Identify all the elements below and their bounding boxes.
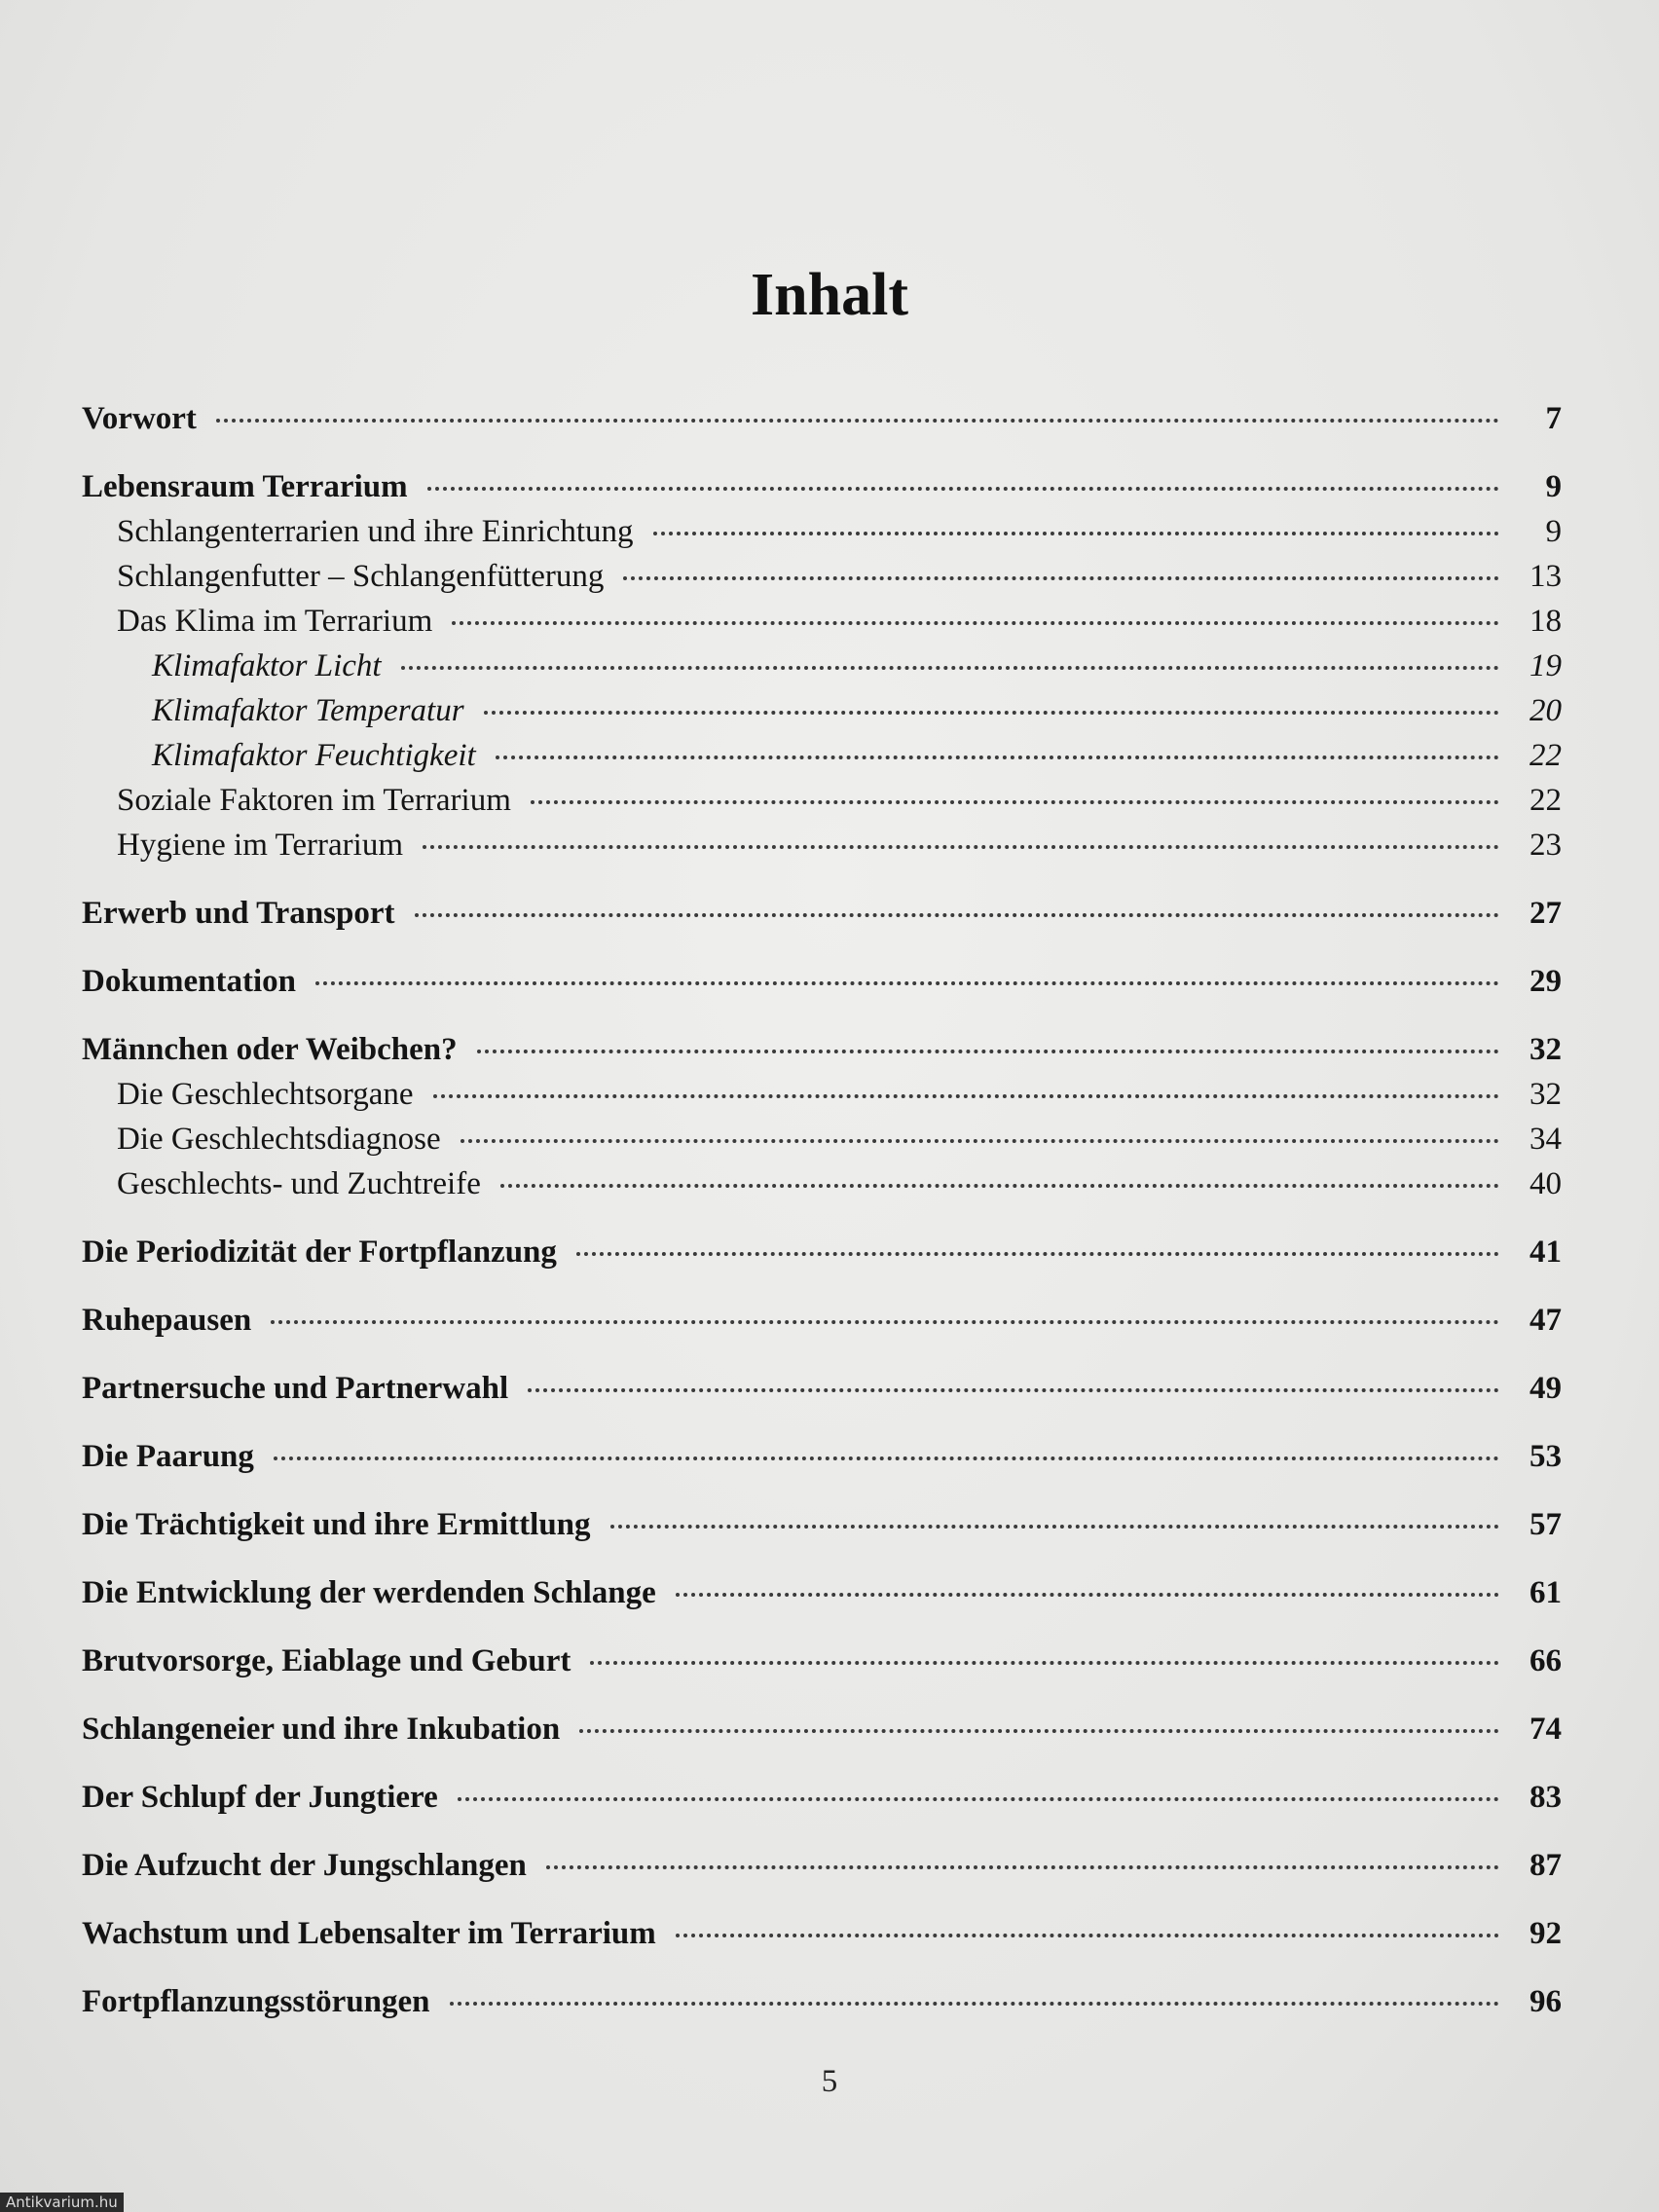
toc-entry-label: Wachstum und Lebensalter im Terrarium [82, 1916, 656, 1951]
toc-entry [82, 828, 1562, 872]
dot-leader [576, 1252, 1499, 1256]
section-gap [82, 1279, 1562, 1303]
page-title: Inhalt [751, 262, 908, 328]
toc-entry-label: Fortpflanzungsstörungen [82, 1984, 430, 2019]
dot-leader [500, 1184, 1499, 1188]
toc-entry [82, 964, 1562, 1009]
dot-leader [452, 621, 1499, 625]
toc-entry [82, 559, 1562, 604]
section-gap [82, 1620, 1562, 1643]
toc-entry-page: 32 [1530, 1032, 1562, 1067]
toc-entry [82, 1077, 1562, 1122]
toc-entry [82, 648, 1562, 693]
toc-entry-page: 34 [1530, 1122, 1562, 1157]
dot-leader [315, 981, 1499, 985]
toc-entry-page: 92 [1530, 1916, 1562, 1951]
section-gap [82, 1893, 1562, 1916]
toc-entry-page: 41 [1530, 1235, 1562, 1270]
toc-entry-label: Partnersuche und Partnerwahl [82, 1371, 509, 1406]
toc-entry [82, 738, 1562, 783]
dot-leader [477, 1050, 1499, 1053]
toc-entry [82, 1303, 1562, 1347]
toc-entry-page: 87 [1530, 1848, 1562, 1883]
toc-entry [82, 1712, 1562, 1756]
section-gap [82, 1961, 1562, 1984]
dot-leader [496, 756, 1499, 759]
toc-entry-page: 83 [1530, 1780, 1562, 1815]
toc-entry [82, 1166, 1562, 1211]
toc-entry [82, 1371, 1562, 1416]
toc-entry-page: 9 [1545, 469, 1562, 504]
dot-leader [546, 1865, 1499, 1869]
toc-entry [82, 604, 1562, 648]
dot-leader [401, 666, 1499, 670]
dot-leader [653, 532, 1499, 535]
toc-entry-label: Die Geschlechtsorgane [117, 1077, 414, 1112]
dot-leader [433, 1094, 1499, 1098]
toc-entry-page: 22 [1530, 783, 1562, 818]
toc-entry-page: 18 [1530, 604, 1562, 639]
toc-entry [82, 1122, 1562, 1166]
section-gap [82, 1825, 1562, 1848]
toc-entry [82, 783, 1562, 828]
dot-leader [610, 1525, 1499, 1529]
toc-entry-page: 40 [1530, 1166, 1562, 1201]
section-gap [82, 1688, 1562, 1712]
dot-leader [484, 711, 1499, 715]
toc-entry [82, 1235, 1562, 1279]
toc-entry [82, 1032, 1562, 1077]
toc-entry-label: Lebensraum Terrarium [82, 469, 408, 504]
toc-entry-label: Männchen oder Weibchen? [82, 1032, 458, 1067]
toc-entry-page: 22 [1530, 738, 1562, 773]
toc-entry-label: Geschlechts- und Zuchtreife [117, 1166, 481, 1201]
section-gap [82, 1009, 1562, 1032]
toc-entry [82, 693, 1562, 738]
dot-leader [450, 2002, 1499, 2006]
toc-entry-page: 53 [1530, 1439, 1562, 1474]
dot-leader [216, 419, 1499, 423]
toc-entry-page: 23 [1530, 828, 1562, 863]
toc-entry-label: Schlangeneier und ihre Inkubation [82, 1712, 561, 1747]
dot-leader [579, 1729, 1499, 1733]
toc-entry-label: Hygiene im Terrarium [117, 828, 403, 863]
page-number: 5 [821, 2064, 838, 2099]
toc-entry [82, 1780, 1562, 1825]
dot-leader [423, 845, 1499, 849]
toc-entry-page: 19 [1530, 648, 1562, 683]
toc-entry [82, 1507, 1562, 1552]
dot-leader [274, 1456, 1499, 1460]
toc-entry-page: 29 [1530, 964, 1562, 999]
toc-entry-label: Ruhepausen [82, 1303, 252, 1338]
toc-entry-page: 20 [1530, 693, 1562, 728]
toc-entry-label: Die Periodizität der Fortpflanzung [82, 1235, 557, 1270]
dot-leader [676, 1934, 1499, 1937]
dot-leader [415, 913, 1500, 917]
toc-entry-label: Soziale Faktoren im Terrarium [117, 783, 511, 818]
toc-entry-label: Brutvorsorge, Eiablage und Geburt [82, 1643, 571, 1678]
toc-entry [82, 1984, 1562, 2029]
watermark: Antikvarium.hu [0, 2193, 124, 2212]
toc-entry [82, 1439, 1562, 1484]
toc-entry-page: 49 [1530, 1371, 1562, 1406]
toc-entry-label: Klimafaktor Licht [152, 648, 382, 683]
dot-leader [461, 1139, 1499, 1143]
dot-leader [427, 487, 1499, 491]
dot-leader [458, 1797, 1499, 1801]
toc-entry-label: Dokumentation [82, 964, 297, 999]
toc-entry [82, 1916, 1562, 1961]
toc-entry-label: Die Trächtigkeit und ihre Ermittlung [82, 1507, 591, 1542]
table-of-contents [82, 401, 1562, 2029]
toc-entry [82, 896, 1562, 940]
dot-leader [623, 576, 1499, 580]
toc-entry-page: 32 [1530, 1077, 1562, 1112]
toc-entry-label: Das Klima im Terrarium [117, 604, 433, 639]
toc-entry-page: 27 [1530, 896, 1562, 931]
section-gap [82, 1552, 1562, 1575]
toc-entry-page: 74 [1530, 1712, 1562, 1747]
toc-entry [82, 1575, 1562, 1620]
dot-leader [590, 1661, 1499, 1665]
section-gap [82, 1484, 1562, 1507]
toc-entry-label: Die Paarung [82, 1439, 254, 1474]
dot-leader [528, 1388, 1499, 1392]
toc-entry-label: Klimafaktor Temperatur [152, 693, 464, 728]
section-gap [82, 1347, 1562, 1371]
toc-entry-page: 66 [1530, 1643, 1562, 1678]
toc-entry-label: Die Entwicklung der werdenden Schlange [82, 1575, 656, 1610]
toc-entry-label: Schlangenterrarien und ihre Einrichtung [117, 514, 634, 549]
section-gap [82, 1416, 1562, 1439]
dot-leader [271, 1320, 1499, 1324]
section-gap [82, 1211, 1562, 1235]
toc-entry-page: 13 [1530, 559, 1562, 594]
toc-entry [82, 469, 1562, 514]
toc-entry-page: 47 [1530, 1303, 1562, 1338]
toc-entry-label: Die Aufzucht der Jungschlangen [82, 1848, 527, 1883]
toc-entry-label: Der Schlupf der Jungtiere [82, 1780, 438, 1815]
toc-entry-label: Erwerb und Transport [82, 896, 395, 931]
toc-entry [82, 1848, 1562, 1893]
toc-entry-label: Klimafaktor Feuchtigkeit [152, 738, 476, 773]
section-gap [82, 446, 1562, 469]
section-gap [82, 1756, 1562, 1780]
section-gap [82, 872, 1562, 896]
toc-entry [82, 1643, 1562, 1688]
dot-leader [531, 800, 1499, 804]
toc-entry [82, 401, 1562, 446]
toc-entry-label: Die Geschlechtsdiagnose [117, 1122, 441, 1157]
section-gap [82, 940, 1562, 964]
toc-entry [82, 514, 1562, 559]
toc-entry-page: 61 [1530, 1575, 1562, 1610]
toc-entry-page: 57 [1530, 1507, 1562, 1542]
toc-entry-page: 96 [1530, 1984, 1562, 2019]
toc-entry-page: 7 [1545, 401, 1562, 436]
toc-entry-page: 9 [1545, 514, 1562, 549]
dot-leader [676, 1593, 1499, 1597]
toc-entry-label: Vorwort [82, 401, 197, 436]
toc-entry-label: Schlangenfutter – Schlangenfütterung [117, 559, 605, 594]
